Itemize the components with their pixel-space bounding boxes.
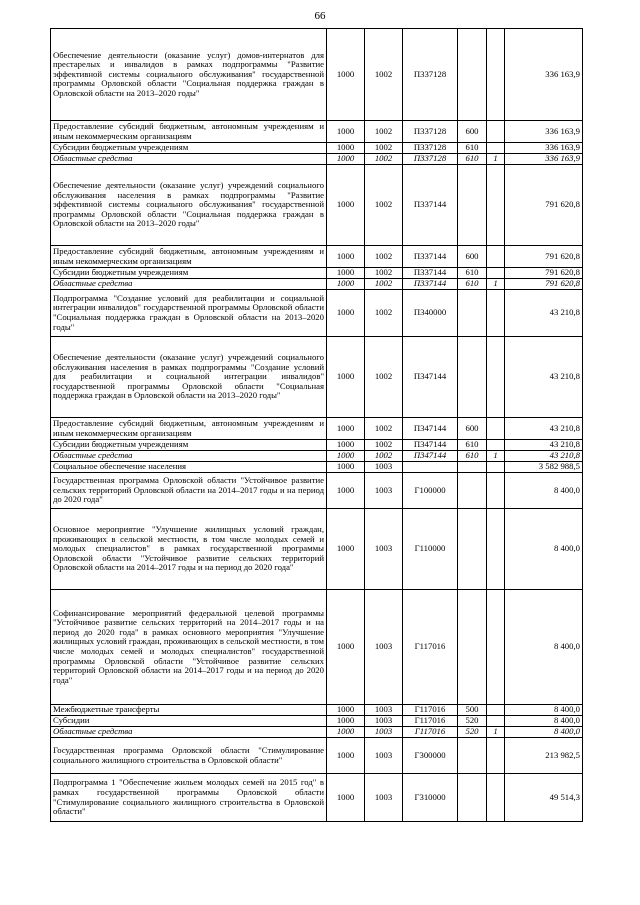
table-row (51, 440, 583, 451)
row-name: Подпрограмма "Создание условий для реабилитации и социальной интеграции инвалидов" государственной программы Орловской области "Социальная поддержка граждан в Орловской области на 2013–2020 годы" (51, 290, 327, 337)
row-target-code: П337128 (403, 29, 458, 121)
row-expense-type: 610 (458, 440, 487, 451)
row-funding-source (487, 590, 505, 705)
row-section: 1000 (327, 268, 365, 279)
row-amount: 8 400,0 (505, 705, 583, 716)
row-target-code: П337144 (403, 246, 458, 268)
row-funding-source: 1 (487, 154, 505, 165)
row-expense-type (458, 738, 487, 774)
row-amount: 8 400,0 (505, 590, 583, 705)
row-funding-source (487, 290, 505, 337)
row-amount: 8 400,0 (505, 473, 583, 509)
table-row (51, 418, 583, 440)
page-number: 66 (314, 10, 326, 22)
row-name: Обеспечение деятельности (оказание услуг) учреждений социального обслуживания населения в рамках подпрограммы "Создание условий для реабилитации и социальной интеграции инвалидов" государственной программы Орловской области "Социальная поддержка граждан в Орловской области на 2013–2020 годы" (51, 337, 327, 418)
row-section: 1000 (327, 279, 365, 290)
row-name: Предоставление субсидий бюджетным, автономным учреждениям и иным некоммерческим организациям (51, 246, 327, 268)
row-amount: 791 620,8 (505, 165, 583, 246)
row-name: Предоставление субсидий бюджетным, автономным учреждениям и иным некоммерческим организациям (51, 418, 327, 440)
row-section: 1000 (327, 451, 365, 462)
row-section: 1000 (327, 716, 365, 727)
table-row (51, 29, 583, 121)
row-subsection: 1002 (365, 337, 403, 418)
row-funding-source (487, 337, 505, 418)
row-target-code (403, 462, 458, 473)
row-subsection: 1002 (365, 268, 403, 279)
table-row (51, 462, 583, 473)
row-section: 1000 (327, 473, 365, 509)
table-row (51, 337, 583, 418)
row-funding-source (487, 705, 505, 716)
table-row (51, 451, 583, 462)
row-funding-source (487, 268, 505, 279)
row-target-code: П340000 (403, 290, 458, 337)
row-target-code: Г110000 (403, 509, 458, 590)
row-funding-source (487, 716, 505, 727)
row-funding-source (487, 774, 505, 822)
row-subsection: 1002 (365, 451, 403, 462)
row-name: Областные средства (51, 279, 327, 290)
row-section: 1000 (327, 738, 365, 774)
row-subsection: 1003 (365, 716, 403, 727)
row-name: Обеспечение деятельности (оказание услуг) домов-интернатов для престарелых и инвалидов в рамках подпрограммы "Развитие эффективной системы социального обслуживания" государственной программы Орловской области "Социальная поддержка граждан в Орловской области на 2013–2020 годы" (51, 29, 327, 121)
row-name: Субсидии (51, 716, 327, 727)
row-amount: 791 620,8 (505, 279, 583, 290)
row-expense-type: 610 (458, 451, 487, 462)
row-name: Социальное обеспечение населения (51, 462, 327, 473)
row-funding-source (487, 440, 505, 451)
row-name: Субсидии бюджетным учреждениям (51, 268, 327, 279)
row-subsection: 1003 (365, 509, 403, 590)
row-name: Межбюджетные трансферты (51, 705, 327, 716)
row-target-code: П347144 (403, 440, 458, 451)
row-expense-type: 500 (458, 705, 487, 716)
row-expense-type (458, 29, 487, 121)
row-name: Областные средства (51, 451, 327, 462)
row-target-code: Г117016 (403, 590, 458, 705)
row-expense-type (458, 462, 487, 473)
row-funding-source (487, 473, 505, 509)
row-name: Субсидии бюджетным учреждениям (51, 440, 327, 451)
row-target-code: П347144 (403, 418, 458, 440)
row-section: 1000 (327, 165, 365, 246)
row-section: 1000 (327, 29, 365, 121)
table-row (51, 268, 583, 279)
row-section: 1000 (327, 590, 365, 705)
row-section: 1000 (327, 143, 365, 154)
row-subsection: 1002 (365, 440, 403, 451)
row-target-code: П337144 (403, 279, 458, 290)
row-subsection: 1002 (365, 29, 403, 121)
row-expense-type (458, 337, 487, 418)
table-row (51, 154, 583, 165)
row-subsection: 1003 (365, 705, 403, 716)
row-target-code: Г117016 (403, 716, 458, 727)
row-amount: 8 400,0 (505, 509, 583, 590)
row-amount: 43 210,8 (505, 337, 583, 418)
row-amount: 8 400,0 (505, 716, 583, 727)
row-subsection: 1003 (365, 738, 403, 774)
row-section: 1000 (327, 774, 365, 822)
row-funding-source (487, 165, 505, 246)
row-subsection: 1002 (365, 290, 403, 337)
row-amount: 336 163,9 (505, 154, 583, 165)
row-section: 1000 (327, 705, 365, 716)
row-subsection: 1002 (365, 418, 403, 440)
row-target-code: Г117016 (403, 727, 458, 738)
row-section: 1000 (327, 509, 365, 590)
table-row (51, 774, 583, 822)
row-amount: 336 163,9 (505, 29, 583, 121)
row-funding-source (487, 29, 505, 121)
row-expense-type: 610 (458, 154, 487, 165)
row-subsection: 1003 (365, 462, 403, 473)
table-row (51, 290, 583, 337)
row-section: 1000 (327, 418, 365, 440)
row-name: Государственная программа Орловской области "Стимулирование социального жилищного строительства в Орловской области" (51, 738, 327, 774)
row-expense-type: 610 (458, 143, 487, 154)
row-subsection: 1002 (365, 279, 403, 290)
row-target-code: Г117016 (403, 705, 458, 716)
table-row (51, 143, 583, 154)
row-amount: 43 210,8 (505, 290, 583, 337)
row-name: Областные средства (51, 727, 327, 738)
table-row (51, 246, 583, 268)
row-expense-type: 600 (458, 246, 487, 268)
row-subsection: 1002 (365, 121, 403, 143)
row-funding-source (487, 246, 505, 268)
row-subsection: 1003 (365, 727, 403, 738)
row-name: Предоставление субсидий бюджетным, автономным учреждениям и иным некоммерческим организациям (51, 121, 327, 143)
row-section: 1000 (327, 121, 365, 143)
row-amount: 336 163,9 (505, 143, 583, 154)
row-expense-type (458, 590, 487, 705)
row-name: Обеспечение деятельности (оказание услуг) учреждений социального обслуживания населения в рамках подпрограммы "Развитие эффективной системы социального обслуживания" государственной программы Орловской области "Социальная поддержка граждан в Орловской области на 2013–2020 годы" (51, 165, 327, 246)
row-funding-source (487, 509, 505, 590)
row-subsection: 1002 (365, 246, 403, 268)
row-expense-type: 600 (458, 418, 487, 440)
row-name: Софинансирование мероприятий федеральной целевой программы "Устойчивое развитие сельских территорий на 2014–2017 годы и на период до 2020 года" в рамках основного мероприятия "Улучшение жилищных условий граждан, проживающих в сельской местности, в том числе молодых семей и молодых специалистов" государственной программы Орловской области "Устойчивое развитие сельских территорий Орловской области на 2014–2017 годы и на период до 2020 года" (51, 590, 327, 705)
row-expense-type (458, 774, 487, 822)
row-expense-type: 520 (458, 727, 487, 738)
row-section: 1000 (327, 154, 365, 165)
row-name: Подпрограмма 1 "Обеспечение жильем молодых семей на 2015 год" в рамках государственной программы Орловской области "Стимулирование социального жилищного строительства в Орловской области" (51, 774, 327, 822)
table-row (51, 473, 583, 509)
table-row (51, 705, 583, 716)
row-amount: 49 514,3 (505, 774, 583, 822)
row-target-code: П337144 (403, 268, 458, 279)
budget-table (50, 28, 583, 822)
row-funding-source (487, 418, 505, 440)
row-subsection: 1002 (365, 154, 403, 165)
row-target-code: П337144 (403, 165, 458, 246)
row-subsection: 1003 (365, 473, 403, 509)
table-row (51, 509, 583, 590)
row-target-code: Г300000 (403, 738, 458, 774)
row-expense-type (458, 509, 487, 590)
row-subsection: 1002 (365, 143, 403, 154)
row-section: 1000 (327, 440, 365, 451)
row-subsection: 1003 (365, 590, 403, 705)
row-funding-source: 1 (487, 727, 505, 738)
row-target-code: П347144 (403, 451, 458, 462)
row-name: Областные средства (51, 154, 327, 165)
row-amount: 336 163,9 (505, 121, 583, 143)
row-target-code: Г310000 (403, 774, 458, 822)
row-expense-type: 600 (458, 121, 487, 143)
table-row (51, 165, 583, 246)
row-target-code: П337128 (403, 121, 458, 143)
row-expense-type (458, 473, 487, 509)
row-funding-source (487, 121, 505, 143)
row-funding-source: 1 (487, 451, 505, 462)
row-target-code: П337128 (403, 154, 458, 165)
row-expense-type: 610 (458, 268, 487, 279)
row-target-code: П347144 (403, 337, 458, 418)
row-amount: 43 210,8 (505, 451, 583, 462)
row-amount: 791 620,8 (505, 246, 583, 268)
row-amount: 43 210,8 (505, 440, 583, 451)
table-row (51, 590, 583, 705)
table-row (51, 727, 583, 738)
row-funding-source (487, 738, 505, 774)
row-funding-source (487, 462, 505, 473)
row-expense-type: 520 (458, 716, 487, 727)
table-row (51, 279, 583, 290)
row-subsection: 1003 (365, 774, 403, 822)
row-funding-source (487, 143, 505, 154)
row-expense-type (458, 290, 487, 337)
row-name: Основное мероприятие "Улучшение жилищных условий граждан, проживающих в сельской местности, в том числе молодых семей и молодых специалистов" в рамках государственной программы Орловской области "Устойчивое развитие сельских территорий Орловской области на 2014–2017 годы и на период до 2020 года" (51, 509, 327, 590)
row-subsection: 1002 (365, 165, 403, 246)
row-section: 1000 (327, 246, 365, 268)
table-row (51, 738, 583, 774)
table-row (51, 121, 583, 143)
row-amount: 43 210,8 (505, 418, 583, 440)
row-section: 1000 (327, 462, 365, 473)
row-expense-type: 610 (458, 279, 487, 290)
row-amount: 3 582 988,5 (505, 462, 583, 473)
table-row (51, 716, 583, 727)
row-target-code: Г100000 (403, 473, 458, 509)
row-target-code: П337128 (403, 143, 458, 154)
row-amount: 213 982,5 (505, 738, 583, 774)
row-amount: 791 620,8 (505, 268, 583, 279)
row-name: Субсидии бюджетным учреждениям (51, 143, 327, 154)
row-section: 1000 (327, 337, 365, 418)
row-section: 1000 (327, 727, 365, 738)
row-amount: 8 400,0 (505, 727, 583, 738)
row-expense-type (458, 165, 487, 246)
row-name: Государственная программа Орловской области "Устойчивое развитие сельских территорий Орловской области на 2014–2017 годы и на период до 2020 года" (51, 473, 327, 509)
row-section: 1000 (327, 290, 365, 337)
row-funding-source: 1 (487, 279, 505, 290)
